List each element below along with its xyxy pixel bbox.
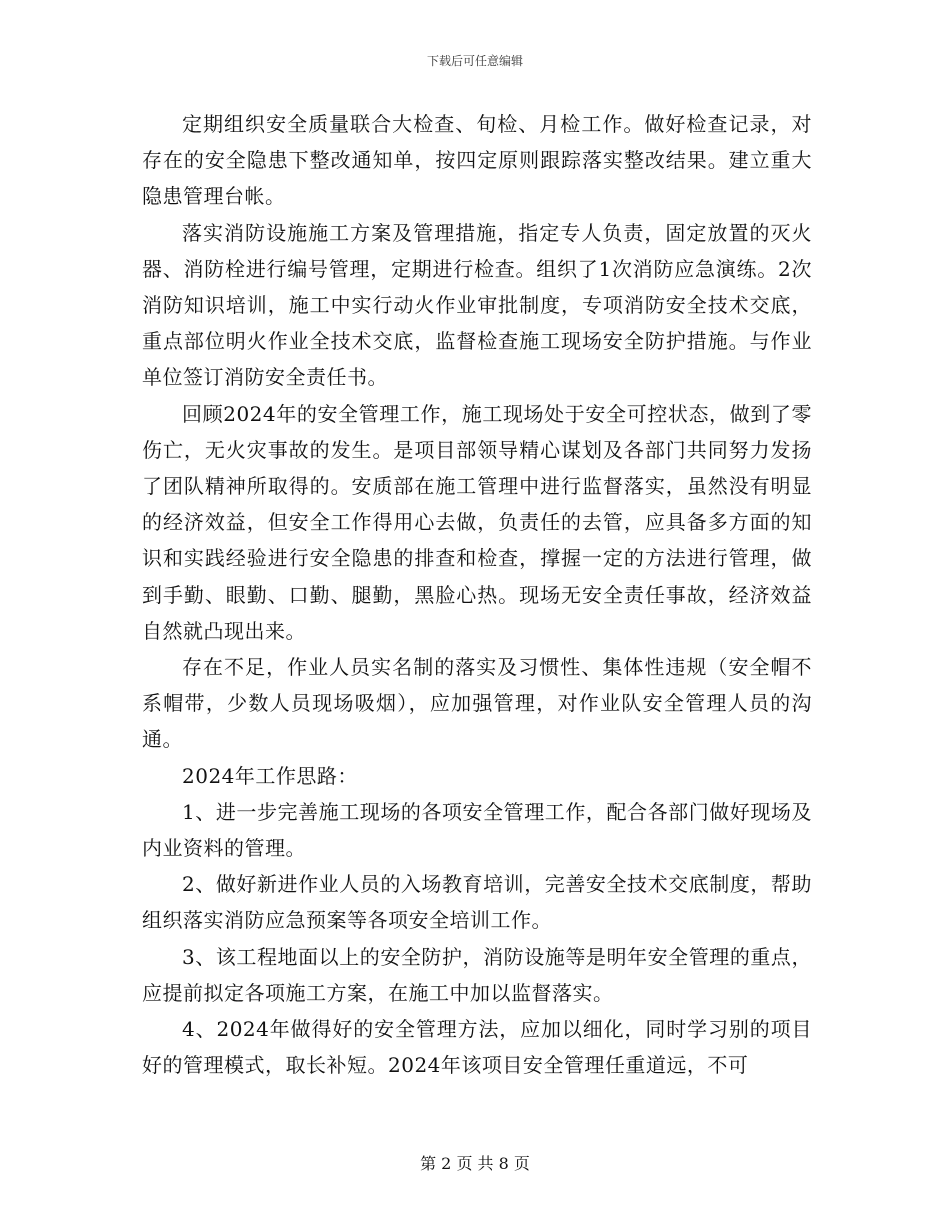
paragraph-plan-item-3: 3、该工程地面以上的安全防护，消防设施等是明年安全管理的重点，应提前拟定各项施工方案，在施工中加以监督落实。 (142, 944, 812, 1005)
paragraph-plan-item-4: 4、2024年做得好的安全管理方法，应加以细化，同时学习别的项目好的管理模式，取长补短。2024年该项目安全管理任重道远，不可 (142, 1017, 812, 1078)
document-body (142, 106, 812, 1083)
paragraph-plan-item-2: 2、做好新进作业人员的入场教育培训，完善安全技术交底制度，帮助组织落实消防应急预案等各项安全培训工作。 (142, 872, 812, 933)
page-header: 下载后可任意编辑 (426, 54, 523, 68)
paragraph-fire-safety: 落实消防设施施工方案及管理措施，指定专人负责，固定放置的灭火器、消防栓进行编号管理，定期进行检查。组织了1次消防应急演练。2次消防知识培训，施工中实行动火作业审批制度，专项消防安全技术交底，重点部位明火作业全技术交底，监督检查施工现场安全防护措施。与作业单位签订消防安全责任书。 (142, 220, 812, 390)
page-number: 第 2 页 共 8 页 (420, 1154, 530, 1173)
paragraph-shortcomings: 存在不足，作业人员实名制的落实及习惯性、集体性违规（安全帽不系帽带，少数人员现场吸烟），应加强管理，对作业队安全管理人员的沟通。 (142, 655, 812, 752)
paragraph-review: 回顾2024年的安全管理工作，施工现场处于安全可控状态，做到了零伤亡，无火灾事故的发生。是项目部领导精心谋划及各部门共同努力发扬了团队精神所取得的。安质部在施工管理中进行监督落实，虽然没有明显的经济效益，但安全工作得用心去做，负责任的去管，应具备多方面的知识和实践经验进行安全隐患的排查和检查，撑握一定的方法进行管理，做到手勤、眼勤、口勤、腿勤，黑脸心热。现场无安全责任事故，经济效益自然就凸现出来。 (142, 401, 812, 643)
paragraph-plan-item-1: 1、进一步完善施工现场的各项安全管理工作，配合各部门做好现场及内业资料的管理。 (142, 799, 812, 861)
paragraph-inspection: 定期组织安全质量联合大检查、旬检、月检工作。做好检查记录，对存在的安全隐患下整改通知单，按四定原则跟踪落实整改结果。建立重大隐患管理台帐。 (142, 112, 812, 209)
paragraph-plan-heading: 2024年工作思路： (182, 763, 358, 788)
